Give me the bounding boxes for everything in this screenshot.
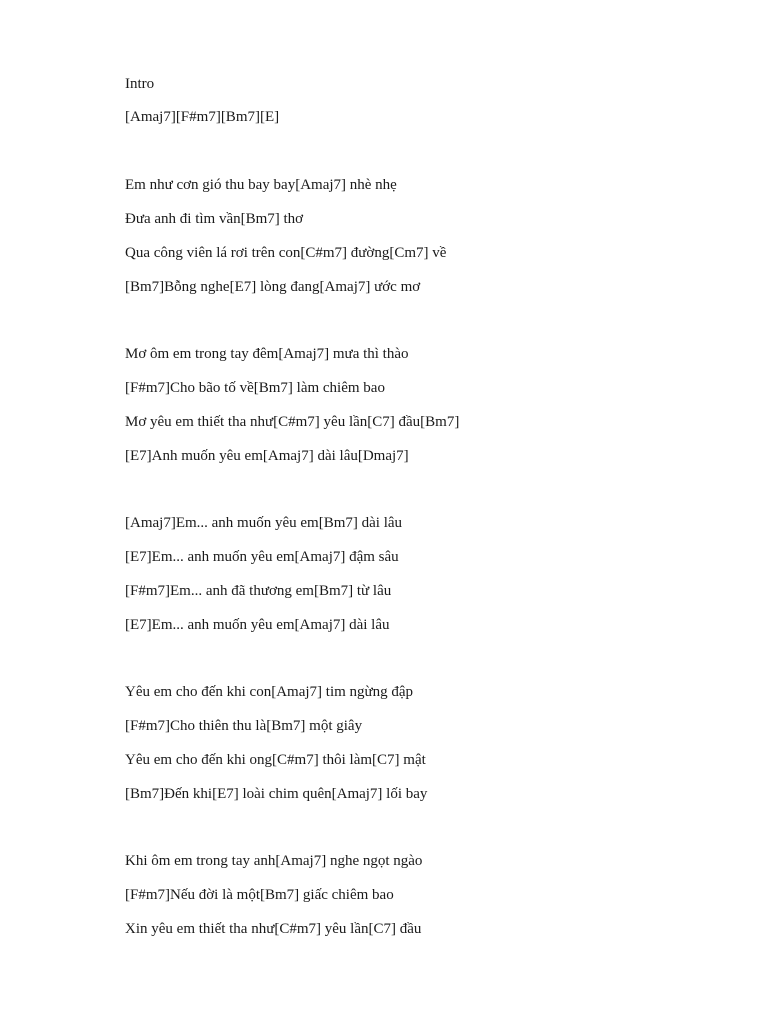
lyric-line: Qua công viên lá rơi trên con[C#m7] đường[Cm7] về	[125, 245, 447, 261]
lyric-line: [E7]Em... anh muốn yêu em[Amaj7] dài lâu	[125, 617, 390, 633]
lyric-line: [Amaj7]Em... anh muốn yêu em[Bm7] dài lâu	[125, 515, 403, 531]
lyric-line: Mơ yêu em thiết tha như[C#m7] yêu lần[C7] đầu[Bm7]	[125, 414, 460, 430]
lyric-line: [F#m7]Nếu đời là một[Bm7] giấc chiêm bao	[125, 887, 394, 903]
lyric-line: Xin yêu em thiết tha như[C#m7] yêu lần[C7] đầu	[125, 921, 422, 937]
lyric-line: [F#m7]Cho bão tố về[Bm7] làm chiêm bao	[125, 380, 385, 396]
lyric-line: [F#m7]Em... anh đã thương em[Bm7] từ lâu	[125, 583, 392, 599]
lyric-line: [F#m7]Cho thiên thu là[Bm7] một giây	[125, 718, 363, 734]
lyric-line: Đưa anh đi tìm vần[Bm7] thơ	[125, 211, 304, 227]
lyric-line: Em như cơn gió thu bay bay[Amaj7] nhè nhẹ	[125, 177, 397, 193]
lyric-line: Khi ôm em trong tay anh[Amaj7] nghe ngọt ngào	[125, 853, 423, 869]
lyric-line: Mơ ôm em trong tay đêm[Amaj7] mưa thì thào	[125, 346, 409, 362]
lyric-line: [Bm7]Đến khi[E7] loài chim quên[Amaj7] lối bay	[125, 786, 428, 802]
lyric-line: Yêu em cho đến khi con[Amaj7] tim ngừng đập	[125, 684, 414, 700]
lyric-line: Yêu em cho đến khi ong[C#m7] thôi làm[C7] mật	[125, 752, 426, 768]
lyric-line: [E7]Anh muốn yêu em[Amaj7] dài lâu[Dmaj7]	[125, 448, 409, 464]
intro-chords: [Amaj7][F#m7][Bm7][E]	[125, 109, 280, 125]
lyric-line: [Bm7]Bỗng nghe[E7] lòng đang[Amaj7] ước mơ	[125, 279, 421, 295]
intro-heading: Intro	[125, 76, 155, 92]
lyric-line: [E7]Em... anh muốn yêu em[Amaj7] đậm sâu	[125, 549, 399, 565]
